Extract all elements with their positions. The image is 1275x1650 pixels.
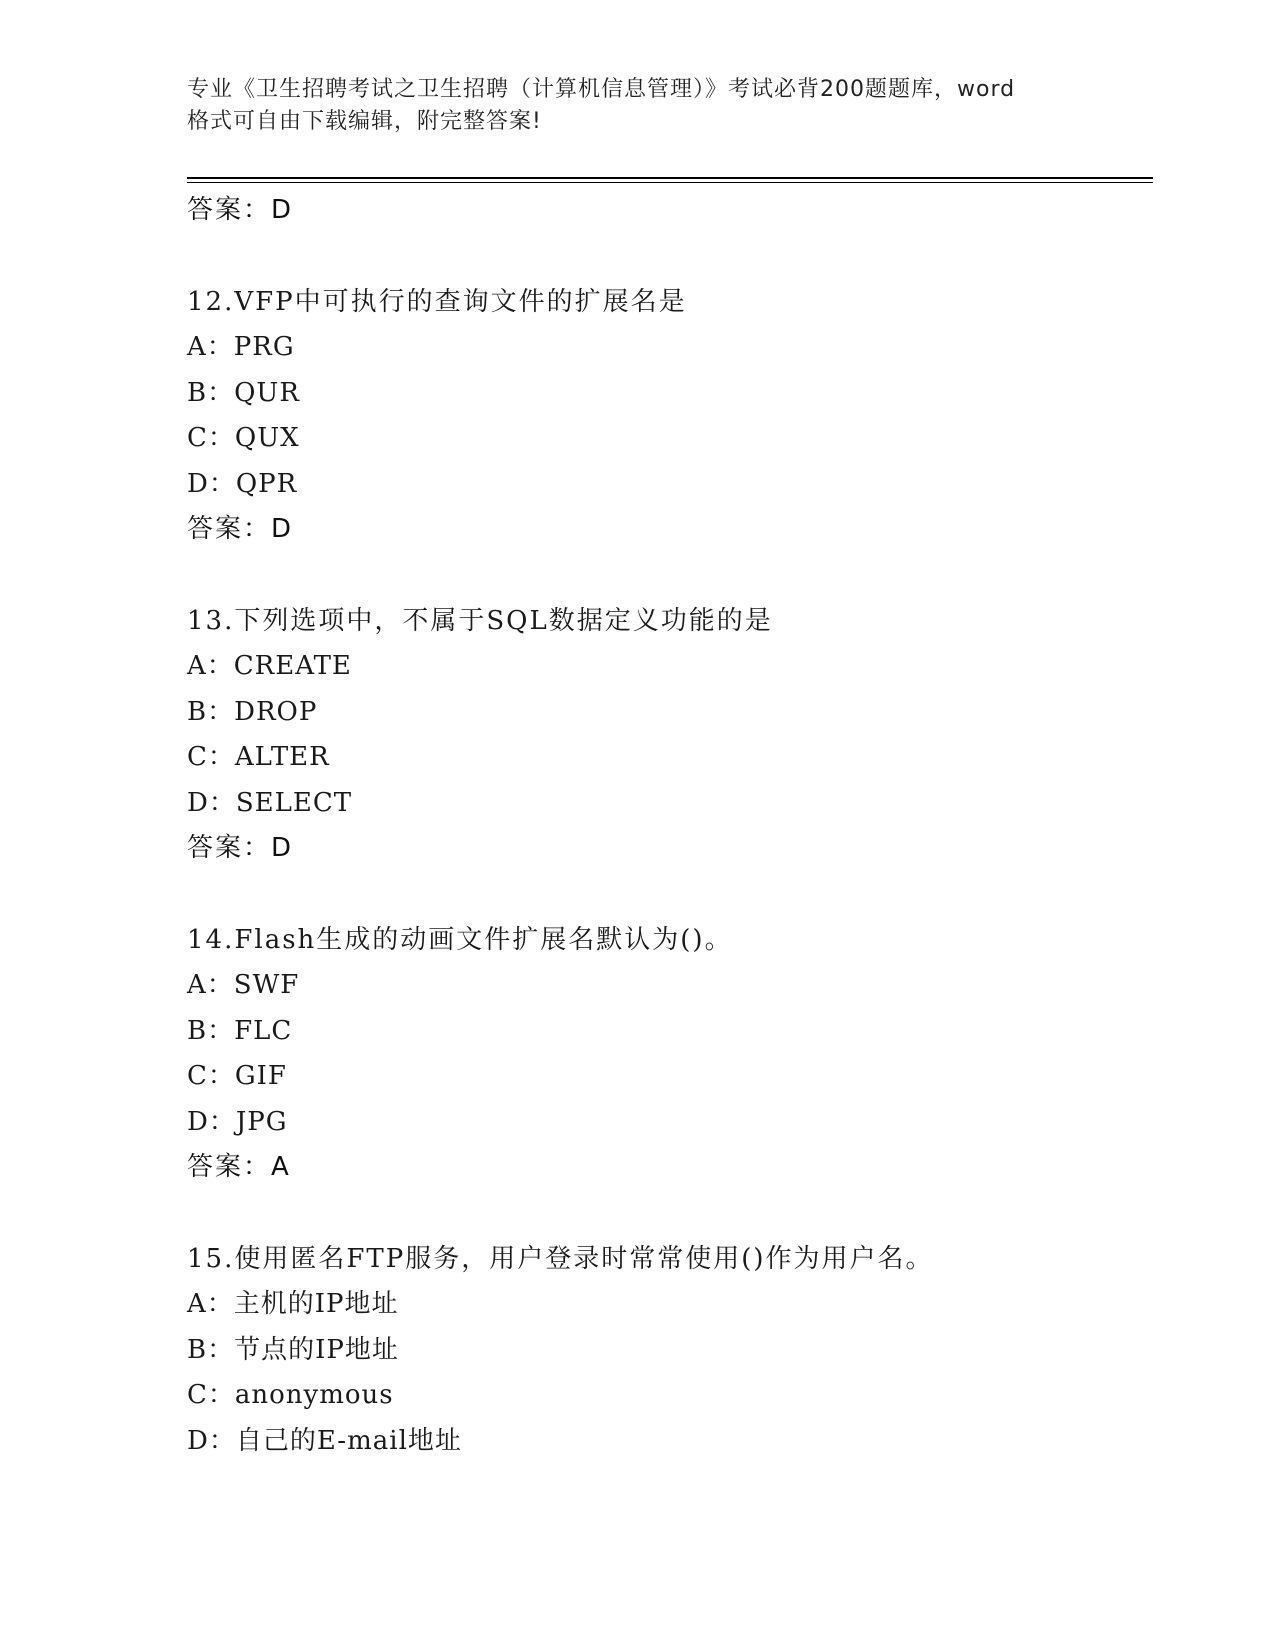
question-title: 12.VFP中可执行的查询文件的扩展名是 [187,287,687,317]
option-b: B：QUR [187,377,300,408]
document-header [187,74,1087,138]
question-title: 13.下列选项中，不属于SQL数据定义功能的是 [187,606,773,636]
answer-line: 答案：D [187,514,294,544]
header-line-2: 格式可自由下载编辑，附完整答案! [187,109,542,134]
option-d: D：SELECT [187,787,353,818]
option-d: D：QPR [187,468,298,499]
question-title: 14.Flash生成的动画文件扩展名默认为()。 [187,925,733,955]
option-b: B：节点的IP地址 [187,1334,399,1365]
option-d: D：JPG [187,1106,288,1137]
question-title: 15.使用匿名FTP服务，用户登录时常常使用()作为用户名。 [187,1244,934,1274]
question-block-15 [187,1237,1153,1464]
option-c: C：QUX [187,423,300,453]
question-list [187,188,1153,1464]
header-rule-thin [187,182,1153,183]
option-d: D：自己的E-mail地址 [187,1425,462,1456]
option-b: B：FLC [187,1015,293,1046]
option-a: A：SWF [187,970,300,1000]
answer-line: 答案：D [187,833,294,863]
question-block-14 [187,918,1153,1190]
option-a: A：CREATE [187,651,352,681]
option-c: C：ALTER [187,742,330,772]
header-rule-thick [187,177,1153,179]
option-b: B：DROP [187,696,318,727]
option-a: A：PRG [187,332,295,362]
question-block-13 [187,599,1153,871]
header-line-1: 专业《卫生招聘考试之卫生招聘（计算机信息管理）》考试必背200题题库，word [187,77,1016,102]
option-c: C：anonymous [187,1380,394,1410]
answer-line: 答案：A [187,1152,291,1182]
option-c: C：GIF [187,1061,287,1091]
answer-line: 答案：D [187,195,294,225]
option-a: A：主机的IP地址 [187,1289,399,1319]
question-block-12 [187,280,1153,552]
